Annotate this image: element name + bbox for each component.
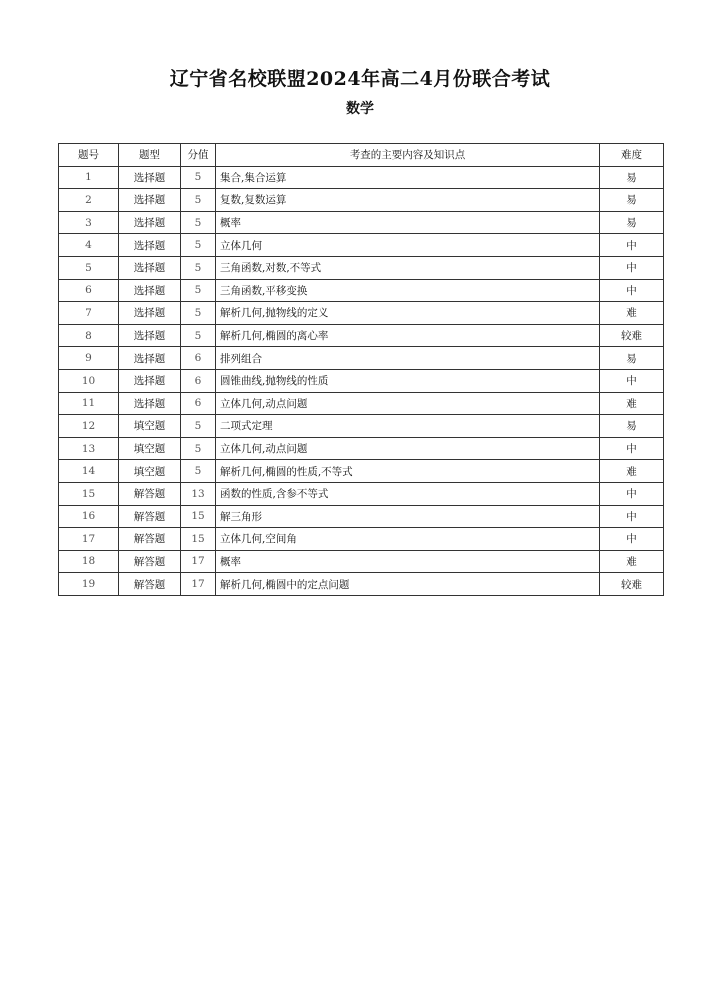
question-content: 复数,复数运算 bbox=[216, 189, 600, 212]
question-content: 立体几何,动点问题 bbox=[216, 392, 600, 415]
question-type: 解答题 bbox=[119, 550, 181, 573]
question-difficulty: 中 bbox=[600, 279, 664, 302]
column-header-score: 分值 bbox=[181, 144, 216, 167]
question-content: 解三角形 bbox=[216, 505, 600, 528]
question-difficulty: 易 bbox=[600, 211, 664, 234]
table-row bbox=[59, 392, 664, 415]
table-row bbox=[59, 482, 664, 505]
question-type: 解答题 bbox=[119, 528, 181, 551]
question-difficulty: 易 bbox=[600, 347, 664, 370]
question-score: 6 bbox=[181, 392, 216, 415]
question-number: 14 bbox=[59, 460, 119, 483]
question-number: 16 bbox=[59, 505, 119, 528]
question-score: 13 bbox=[181, 482, 216, 505]
question-number: 9 bbox=[59, 347, 119, 370]
question-number: 7 bbox=[59, 302, 119, 325]
question-difficulty: 易 bbox=[600, 415, 664, 438]
question-score: 6 bbox=[181, 347, 216, 370]
question-type: 选择题 bbox=[119, 324, 181, 347]
question-difficulty: 中 bbox=[600, 528, 664, 551]
question-type: 选择题 bbox=[119, 347, 181, 370]
header-row bbox=[59, 144, 664, 167]
question-content: 立体几何 bbox=[216, 234, 600, 257]
question-content: 三角函数,对数,不等式 bbox=[216, 256, 600, 279]
table-row bbox=[59, 302, 664, 325]
question-content: 解析几何,抛物线的定义 bbox=[216, 302, 600, 325]
table-row bbox=[59, 415, 664, 438]
question-number: 19 bbox=[59, 573, 119, 596]
column-header-type: 题型 bbox=[119, 144, 181, 167]
column-header-difficulty: 难度 bbox=[600, 144, 664, 167]
question-score: 5 bbox=[181, 279, 216, 302]
question-difficulty: 中 bbox=[600, 482, 664, 505]
table-row bbox=[59, 505, 664, 528]
exam-spec-table bbox=[58, 143, 664, 596]
question-type: 解答题 bbox=[119, 482, 181, 505]
table-row bbox=[59, 234, 664, 257]
question-difficulty: 中 bbox=[600, 437, 664, 460]
question-content: 二项式定理 bbox=[216, 415, 600, 438]
question-number: 18 bbox=[59, 550, 119, 573]
question-type: 选择题 bbox=[119, 166, 181, 189]
question-type: 填空题 bbox=[119, 437, 181, 460]
question-content: 概率 bbox=[216, 550, 600, 573]
table-row bbox=[59, 369, 664, 392]
question-content: 集合,集合运算 bbox=[216, 166, 600, 189]
question-number: 6 bbox=[59, 279, 119, 302]
question-score: 17 bbox=[181, 550, 216, 573]
table-row bbox=[59, 166, 664, 189]
question-difficulty: 难 bbox=[600, 460, 664, 483]
table-row bbox=[59, 324, 664, 347]
question-number: 11 bbox=[59, 392, 119, 415]
question-number: 13 bbox=[59, 437, 119, 460]
question-difficulty: 难 bbox=[600, 302, 664, 325]
question-type: 选择题 bbox=[119, 211, 181, 234]
question-type: 选择题 bbox=[119, 189, 181, 212]
column-header-number: 题号 bbox=[59, 144, 119, 167]
table-header bbox=[59, 144, 664, 167]
question-score: 5 bbox=[181, 166, 216, 189]
question-content: 解析几何,椭圆的性质,不等式 bbox=[216, 460, 600, 483]
question-content: 函数的性质,含参不等式 bbox=[216, 482, 600, 505]
table-row bbox=[59, 550, 664, 573]
question-score: 5 bbox=[181, 256, 216, 279]
question-difficulty: 较难 bbox=[600, 573, 664, 596]
question-difficulty: 中 bbox=[600, 369, 664, 392]
question-score: 5 bbox=[181, 437, 216, 460]
question-content: 三角函数,平移变换 bbox=[216, 279, 600, 302]
question-content: 解析几何,椭圆的离心率 bbox=[216, 324, 600, 347]
question-type: 选择题 bbox=[119, 302, 181, 325]
table-row bbox=[59, 573, 664, 596]
question-score: 15 bbox=[181, 528, 216, 551]
table-row bbox=[59, 211, 664, 234]
question-content: 解析几何,椭圆中的定点问题 bbox=[216, 573, 600, 596]
question-type: 填空题 bbox=[119, 460, 181, 483]
question-content: 概率 bbox=[216, 211, 600, 234]
question-score: 5 bbox=[181, 211, 216, 234]
question-content: 立体几何,空间角 bbox=[216, 528, 600, 551]
column-header-content: 考查的主要内容及知识点 bbox=[216, 144, 600, 167]
question-type: 选择题 bbox=[119, 279, 181, 302]
question-score: 5 bbox=[181, 460, 216, 483]
question-difficulty: 易 bbox=[600, 166, 664, 189]
question-difficulty: 中 bbox=[600, 256, 664, 279]
question-number: 17 bbox=[59, 528, 119, 551]
question-number: 5 bbox=[59, 256, 119, 279]
question-type: 选择题 bbox=[119, 256, 181, 279]
table-row bbox=[59, 460, 664, 483]
table-row bbox=[59, 347, 664, 370]
table-row bbox=[59, 437, 664, 460]
question-number: 3 bbox=[59, 211, 119, 234]
table-row bbox=[59, 279, 664, 302]
question-number: 1 bbox=[59, 166, 119, 189]
question-number: 8 bbox=[59, 324, 119, 347]
question-difficulty: 较难 bbox=[600, 324, 664, 347]
question-difficulty: 中 bbox=[600, 505, 664, 528]
question-difficulty: 难 bbox=[600, 392, 664, 415]
question-number: 2 bbox=[59, 189, 119, 212]
question-number: 12 bbox=[59, 415, 119, 438]
question-number: 10 bbox=[59, 369, 119, 392]
question-type: 选择题 bbox=[119, 369, 181, 392]
question-number: 15 bbox=[59, 482, 119, 505]
question-content: 圆锥曲线,抛物线的性质 bbox=[216, 369, 600, 392]
question-score: 5 bbox=[181, 302, 216, 325]
question-score: 5 bbox=[181, 189, 216, 212]
document-title: 辽宁省名校联盟2024年高二4月份联合考试 bbox=[169, 68, 551, 90]
question-score: 5 bbox=[181, 415, 216, 438]
question-score: 6 bbox=[181, 369, 216, 392]
question-score: 17 bbox=[181, 573, 216, 596]
question-difficulty: 难 bbox=[600, 550, 664, 573]
question-score: 5 bbox=[181, 324, 216, 347]
question-number: 4 bbox=[59, 234, 119, 257]
table-row bbox=[59, 528, 664, 551]
question-type: 选择题 bbox=[119, 392, 181, 415]
question-type: 选择题 bbox=[119, 234, 181, 257]
question-score: 5 bbox=[181, 234, 216, 257]
question-content: 立体几何,动点问题 bbox=[216, 437, 600, 460]
question-difficulty: 易 bbox=[600, 189, 664, 212]
question-score: 15 bbox=[181, 505, 216, 528]
question-type: 解答题 bbox=[119, 573, 181, 596]
table-body bbox=[59, 166, 664, 595]
table-row bbox=[59, 189, 664, 212]
table-row bbox=[59, 256, 664, 279]
question-type: 填空题 bbox=[119, 415, 181, 438]
question-type: 解答题 bbox=[119, 505, 181, 528]
subject-heading: 数学 bbox=[346, 101, 374, 117]
question-content: 排列组合 bbox=[216, 347, 600, 370]
question-difficulty: 中 bbox=[600, 234, 664, 257]
